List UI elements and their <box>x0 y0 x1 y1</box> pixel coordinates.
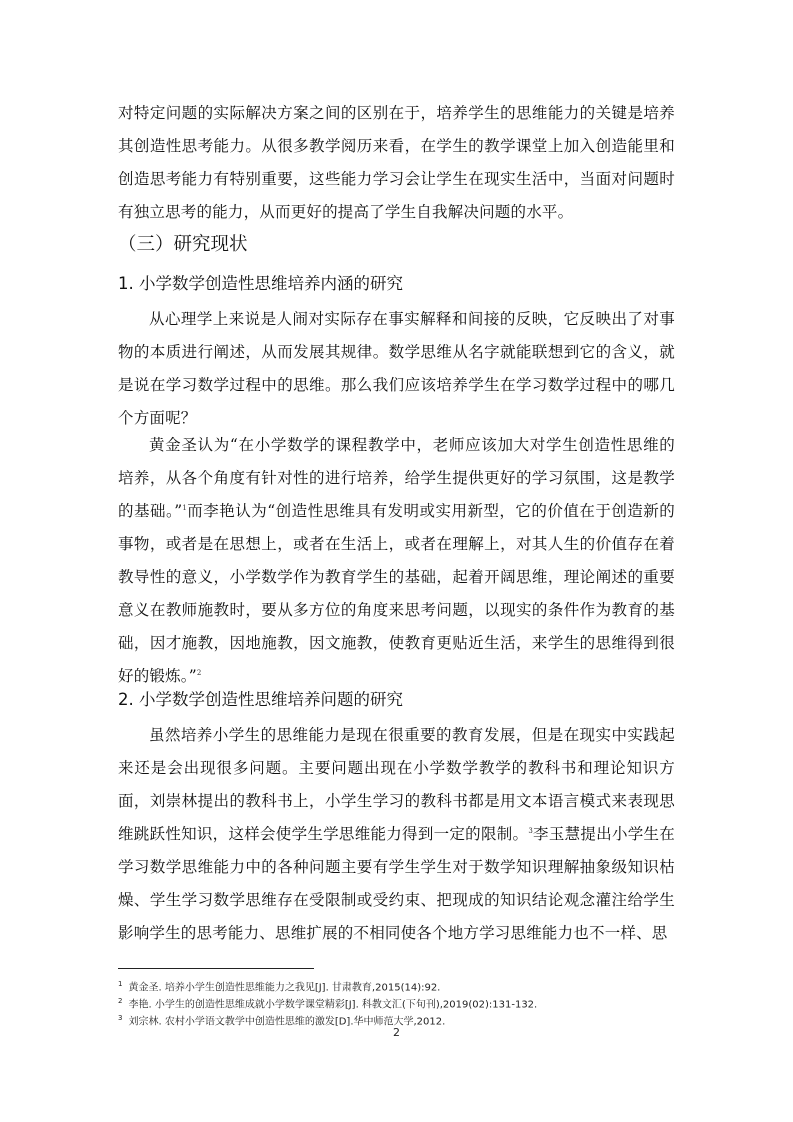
footnote-text: 黄金圣. 培养小学生创造性思维能力之我见[J]. 甘肃教育,2015(14):92. <box>128 982 441 994</box>
paragraph-1a: 从心理学上来说是人闹对实际存在事实解释和间接的反映，它反映出了对事物的本质进行阐述，从而发展其规律。数学思维从名字就能联想到它的含义，就是说在学习数学过程中的思维。那么我们应该培养学生在学习数学过程中的哪几个方面呢？ <box>118 310 675 427</box>
page-number: 2 <box>393 1026 400 1039</box>
footnote-number: 1 <box>118 980 123 988</box>
footnote-ref-3[interactable]: 3 <box>528 826 533 835</box>
subheading-2: 2. 小学数学创造性思维培养问题的研究 <box>118 690 403 709</box>
intro-paragraph: 对特定问题的实际解决方案之间的区别在于，培养学生的思维能力的关键是培养其创造性思考能力。从很多教学阅历来看，在学生的教学课堂上加入创造能里和创造思考能力有特别重要，这些能力学习会让学生在现实生活中，当面对问题时有独立思考的能力，从而更好的提高了学生自我解决问题的水平。 <box>118 104 675 221</box>
paragraph-1b-text-2: 而李艳认为“创造性思维具有发明或实用新型，它的价值在于创造新的事物，或者是在思想上，或者在生活上，或者在理解上，对其人生的价值存在着教导性的意义，小学数学作为教育学生的基础，起着开阔思维，理论阐述的重要意义在教师施教时，要从多方位的角度来思考问题，以现实的条件作为教育的基础，因才施教，因地施教，因文施教，使教育更贴近生活，来学生的思维得到很好的锻炼。” <box>118 502 675 685</box>
paragraph-1b-text-1: 黄金圣认为“在小学数学的课程教学中，老师应该加大对学生创造性思维的培养，从各个角度有针对性的进行培养，给学生提供更好的学习氛围，这是教学的基础。” <box>118 436 675 520</box>
footnote-divider <box>118 968 314 969</box>
subheading-1: 1. 小学数学创造性思维培养内涵的研究 <box>118 274 403 293</box>
footnote-ref-1[interactable]: 1 <box>182 503 187 512</box>
paragraph-1b <box>118 429 675 693</box>
footnote-number: 2 <box>118 997 123 1005</box>
footnote-text: 刘宗林. 农村小学语文教学中创造性思维的激发[D].华中师范大学,2012. <box>128 1016 446 1028</box>
footnote-ref-2[interactable]: 2 <box>196 668 202 677</box>
paragraph-2-text-2: 李玉慧提出小学生在学习数学思维能力中的各种问题主要有学生学生对于数学知识理解抽象级知识枯燥、学生学习数学思维存在受限制或受约束、把现成的知识结论观念灌注给学生影响学生的思考能力、思维扩展的不相同使各个地方学习思维能力也不一样、思 <box>118 825 675 942</box>
section-heading: （三）研究现状 <box>118 234 248 255</box>
paragraph-2-text-1: 虽然培养小学生的思维能力是现在很重要的教育发展，但是在现实中实践起来还是会出现很多问题。主要问题出现在小学数学教学的教科书和理论知识方面，刘崇林提出的教科书上，小学生学习的教科书都是用文本语言模式来表现思维跳跃性知识，这样会使学生学思维能力得到一定的限制。 <box>118 726 675 843</box>
footnote-number: 3 <box>118 1014 123 1022</box>
footnote-text: 李艳. 小学生的创造性思维成就小学数学课堂精彩[J]. 科教文汇(下旬刊),2019(02):131-132. <box>128 999 538 1011</box>
paragraph-2 <box>118 719 675 950</box>
